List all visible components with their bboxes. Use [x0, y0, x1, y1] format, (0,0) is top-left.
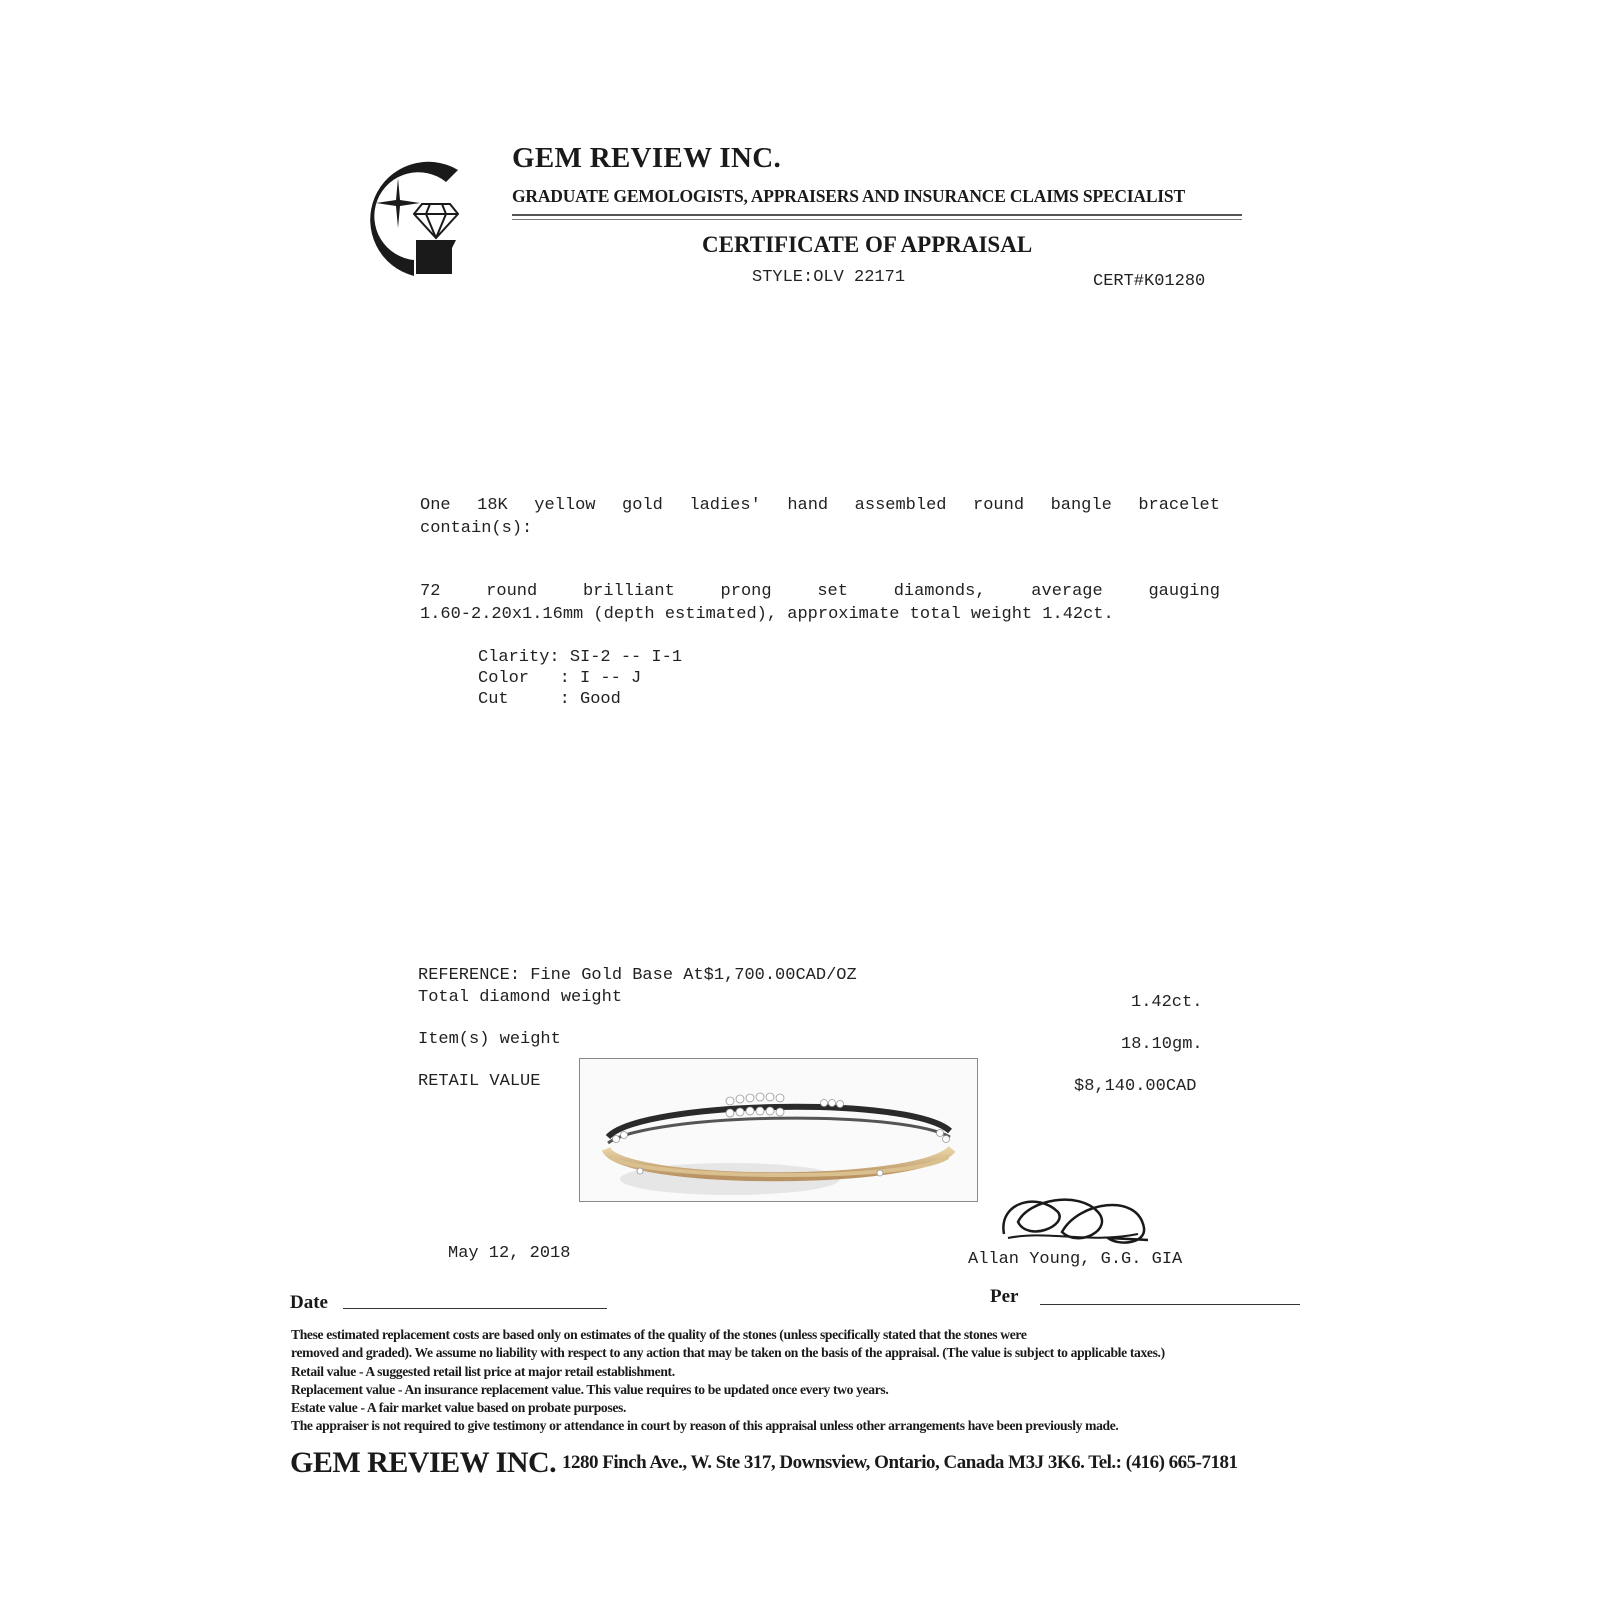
certificate-title: CERTIFICATE OF APPRAISAL — [702, 232, 1033, 257]
per-signature-line — [1040, 1304, 1300, 1305]
appraisal-date: May 12, 2018 — [448, 1244, 571, 1263]
disclaimer — [291, 1326, 1351, 1436]
certificate-number: CERT#K01280 — [1093, 272, 1206, 291]
date-signature-line — [343, 1308, 607, 1309]
color-grade: Color : I -- J — [478, 669, 642, 688]
retail-value-label: RETAIL VALUE — [418, 1072, 541, 1091]
per-label: Per — [990, 1286, 1019, 1307]
desc-word: round — [973, 496, 1025, 515]
footer-address: 1280 Finch Ave., W. Ste 317, Downsview, Ontario, Canada M3J 3K6. Tel.: (416) 665-7181 — [562, 1452, 1238, 1473]
desc-word: hand — [787, 496, 829, 515]
stones-word: gauging — [1148, 582, 1220, 601]
stones-word: set — [817, 582, 848, 601]
stones-word: round — [486, 582, 538, 601]
footer-company-name: GEM REVIEW INC. — [290, 1446, 557, 1479]
date-label: Date — [290, 1292, 328, 1313]
disclaimer-line: Estate value - A fair market value based on probate purposes. — [291, 1400, 626, 1416]
desc-word: bangle — [1050, 496, 1112, 515]
header-divider — [512, 214, 1242, 216]
logo-pedestal — [416, 240, 456, 274]
appraiser-name: Allan Young, G.G. GIA — [968, 1250, 1183, 1269]
desc-word: 18K — [477, 496, 508, 515]
desc-word: One — [420, 496, 451, 515]
disclaimer-line: removed and graded). We assume no liability with respect to any action that may be taken on the basis of the appraisal. (The value is subject to applicable taxes.) — [291, 1345, 1165, 1361]
stones-word: diamonds, — [893, 582, 986, 601]
desc-word: yellow — [534, 496, 596, 515]
item-weight-label: Item(s) weight — [418, 1030, 561, 1049]
stones-description-line-1 — [420, 582, 1220, 601]
diamond-icon — [414, 204, 458, 238]
company-name: GEM REVIEW INC. — [512, 142, 782, 174]
retail-value-amount: $8,140.00CAD — [1074, 1077, 1197, 1096]
clarity-grade: Clarity: SI-2 -- I-1 — [478, 648, 683, 667]
style-number: STYLE:OLV 22171 — [752, 268, 906, 287]
item-description-line-2: contain(s): — [420, 519, 533, 538]
header-divider-thin — [512, 219, 1242, 220]
disclaimer-line: Replacement value - An insurance replacement value. This value requires to be updated once every two years. — [291, 1381, 889, 1397]
bracelet-photo — [579, 1058, 978, 1202]
disclaimer-line: Retail value - A suggested retail list price at major retail establishment. — [291, 1363, 675, 1379]
cut-grade: Cut : Good — [478, 690, 621, 709]
company-tagline: GRADUATE GEMOLOGISTS, APPRAISERS AND INSURANCE CLAIMS SPECIALIST — [512, 186, 1185, 206]
item-description-line-1 — [420, 496, 1220, 515]
total-diamond-weight-value: 1.42ct. — [1131, 993, 1203, 1012]
company-logo — [350, 148, 470, 278]
desc-word: gold — [622, 496, 663, 515]
desc-word: ladies' — [689, 496, 761, 515]
stones-word: average — [1031, 582, 1103, 601]
disclaimer-line: These estimated replacement costs are based only on estimates of the quality of the stones (unless specifically stated that the stones were — [291, 1327, 1027, 1342]
stones-word: 72 — [420, 582, 441, 601]
desc-word: bracelet — [1138, 496, 1220, 515]
gold-reference: REFERENCE: Fine Gold Base At$1,700.00CAD/OZ — [418, 966, 857, 985]
total-diamond-weight-label: Total diamond weight — [418, 988, 623, 1007]
item-weight-value: 18.10gm. — [1121, 1035, 1203, 1054]
stones-word: brilliant — [582, 582, 675, 601]
disclaimer-line: The appraiser is not required to give testimony or attendance in court by reason of this appraisal unless other arrangements have been previously made. — [291, 1418, 1119, 1434]
stones-description-line-2: 1.60-2.20x1.16mm (depth estimated), approximate total weight 1.42ct. — [420, 605, 1114, 624]
desc-word: assembled — [854, 496, 947, 515]
stones-word: prong — [720, 582, 772, 601]
